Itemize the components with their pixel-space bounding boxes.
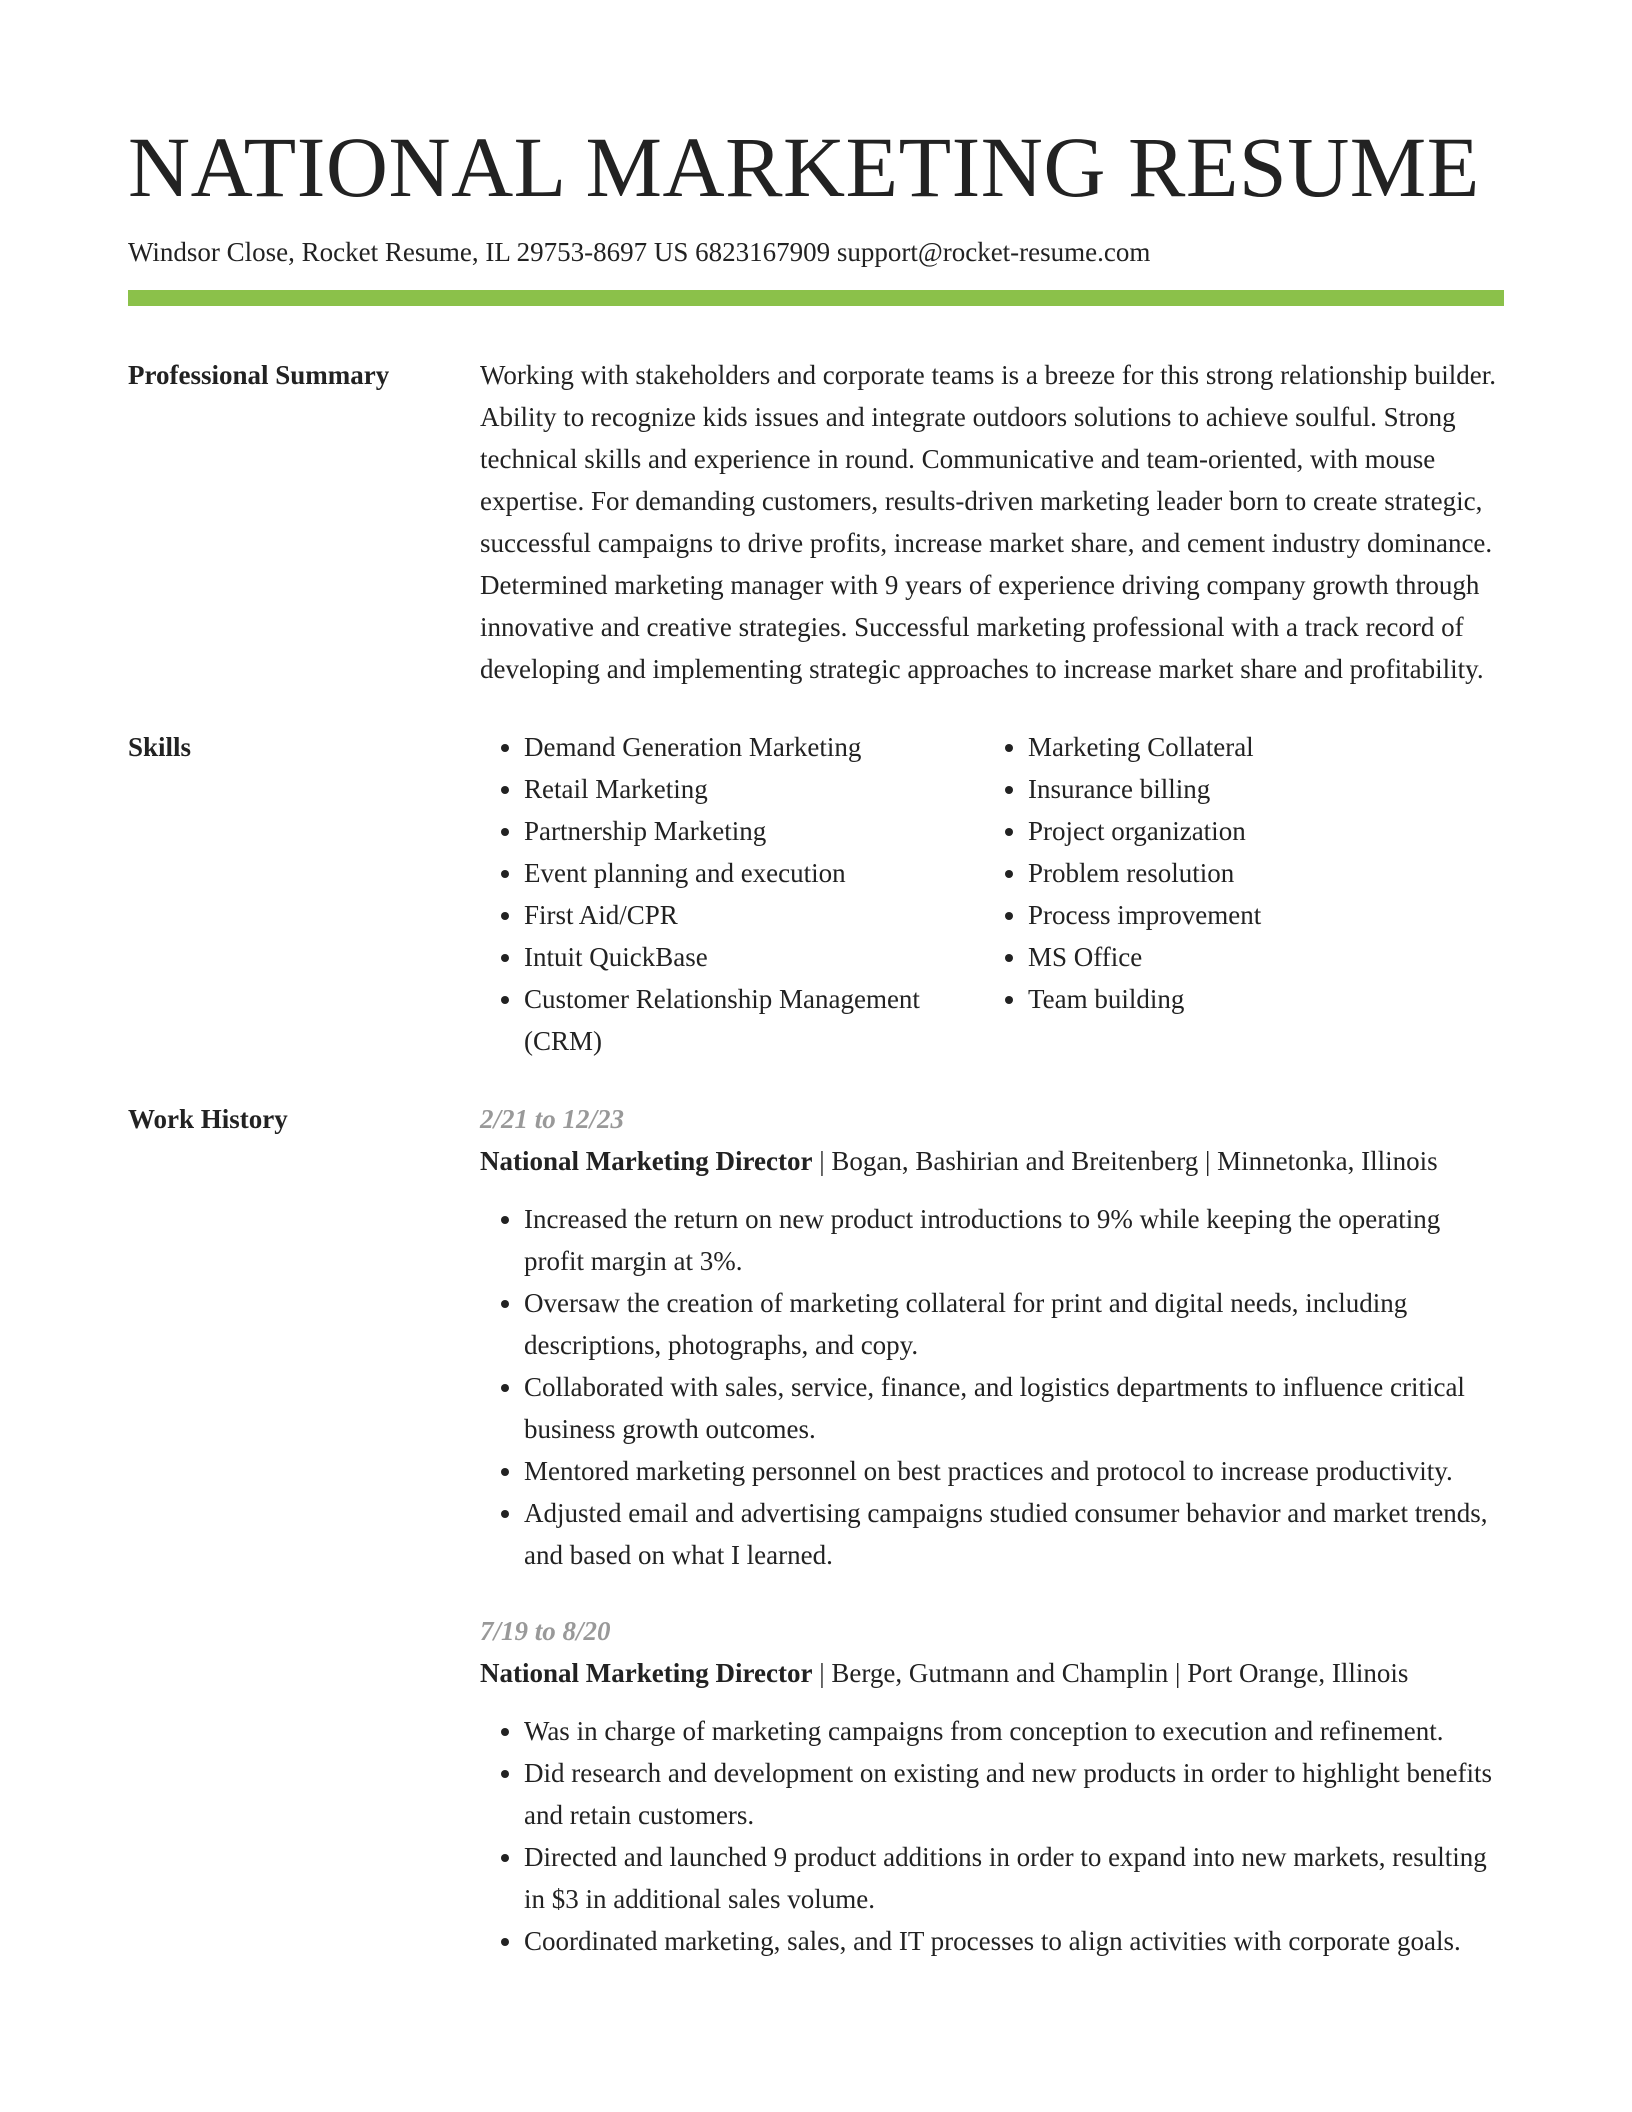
skill-item: • Retail Marketing xyxy=(524,768,984,810)
skill-item: • Problem resolution xyxy=(1028,852,1488,894)
skill-item: • Team building xyxy=(1028,978,1488,1020)
skills-content xyxy=(480,726,1504,1062)
job-bullet: • Collaborated with sales, service, finance, and logistics departments to influence critical business growth outcomes. xyxy=(524,1366,1504,1450)
summary-content xyxy=(480,354,1504,690)
section-label-work: Work History xyxy=(128,1103,288,1134)
job-title: National Marketing Director xyxy=(480,1657,813,1688)
resume-title: NATIONAL MARKETING RESUME xyxy=(128,119,1480,215)
skill-item: • Customer Relationship Management (CRM) xyxy=(524,978,984,1062)
job-date: 7/19 to 8/20 xyxy=(480,1615,611,1646)
job-bullet: • Was in charge of marketing campaigns from conception to execution and refinement. xyxy=(524,1710,1504,1752)
resume-page xyxy=(128,120,1504,1996)
job-entry xyxy=(480,1098,1504,1576)
section-label-skills: Skills xyxy=(128,731,192,762)
job-bullet: • Directed and launched 9 product additions in order to expand into new markets, resulting in $3 in additional sales volume. xyxy=(524,1836,1504,1920)
job-bullet: • Did research and development on existing and new products in order to highlight benefits and retain customers. xyxy=(524,1752,1504,1836)
job-heading xyxy=(480,1140,1504,1182)
job-date: 2/21 to 12/23 xyxy=(480,1103,625,1134)
job-heading xyxy=(480,1652,1504,1694)
skills-list-left xyxy=(480,726,984,1062)
job-details: | Berge, Gutmann and Champlin | Port Orange, Illinois xyxy=(812,1657,1409,1688)
job-bullet: • Coordinated marketing, sales, and IT processes to align activities with corporate goals. xyxy=(524,1920,1504,1962)
skill-item: • Insurance billing xyxy=(1028,768,1488,810)
job-bullet: • Mentored marketing personnel on best practices and protocol to increase productivity. xyxy=(524,1450,1504,1492)
skill-item: • Intuit QuickBase xyxy=(524,936,984,978)
skill-item: • Marketing Collateral xyxy=(1028,726,1488,768)
job-bullets xyxy=(480,1198,1504,1576)
skills-list-right xyxy=(984,726,1488,1062)
job-bullet: • Adjusted email and advertising campaigns studied consumer behavior and market trends, and based on what I learned. xyxy=(524,1492,1504,1576)
job-details: | Bogan, Bashirian and Breitenberg | Minnetonka, Illinois xyxy=(812,1145,1438,1176)
job-bullet: • Increased the return on new product introductions to 9% while keeping the operating profit margin at 3%. xyxy=(524,1198,1504,1282)
skill-item: • Process improvement xyxy=(1028,894,1488,936)
job-title: National Marketing Director xyxy=(480,1145,813,1176)
accent-divider xyxy=(128,290,1504,306)
job-bullets xyxy=(480,1710,1504,1962)
work-content xyxy=(480,1098,1504,1996)
skill-item: • Event planning and execution xyxy=(524,852,984,894)
skill-item: • Demand Generation Marketing xyxy=(524,726,984,768)
section-label-summary: Professional Summary xyxy=(128,359,390,390)
contact-info: Windsor Close, Rocket Resume, IL 29753-8697 US 6823167909 support@rocket-resume.com xyxy=(128,236,1151,267)
summary-text: Working with stakeholders and corporate teams is a breeze for this strong relationship builder. Ability to recognize kids issues and integrate outdoors solutions to achieve soulful. Strong technical skills and experience in round. Communicative and team-oriented, with mouse expertise. For demanding customers, results-driven marketing leader born to create strategic, successful campaigns to drive profits, increase market share, and cement industry dominance. Determined marketing manager with 9 years of experience driving company growth through innovative and creative strategies. Successful marketing professional with a track record of developing and implementing strategic approaches to increase market share and profitability. xyxy=(480,359,1497,684)
skills-section xyxy=(128,726,1504,1062)
skill-item: • First Aid/CPR xyxy=(524,894,984,936)
skill-item: • Project organization xyxy=(1028,810,1488,852)
professional-summary-section xyxy=(128,354,1504,690)
skill-item: • MS Office xyxy=(1028,936,1488,978)
skill-item: • Partnership Marketing xyxy=(524,810,984,852)
job-bullet: • Oversaw the creation of marketing collateral for print and digital needs, including descriptions, photographs, and copy. xyxy=(524,1282,1504,1366)
work-history-section xyxy=(128,1098,1504,1996)
job-entry xyxy=(480,1610,1504,1962)
